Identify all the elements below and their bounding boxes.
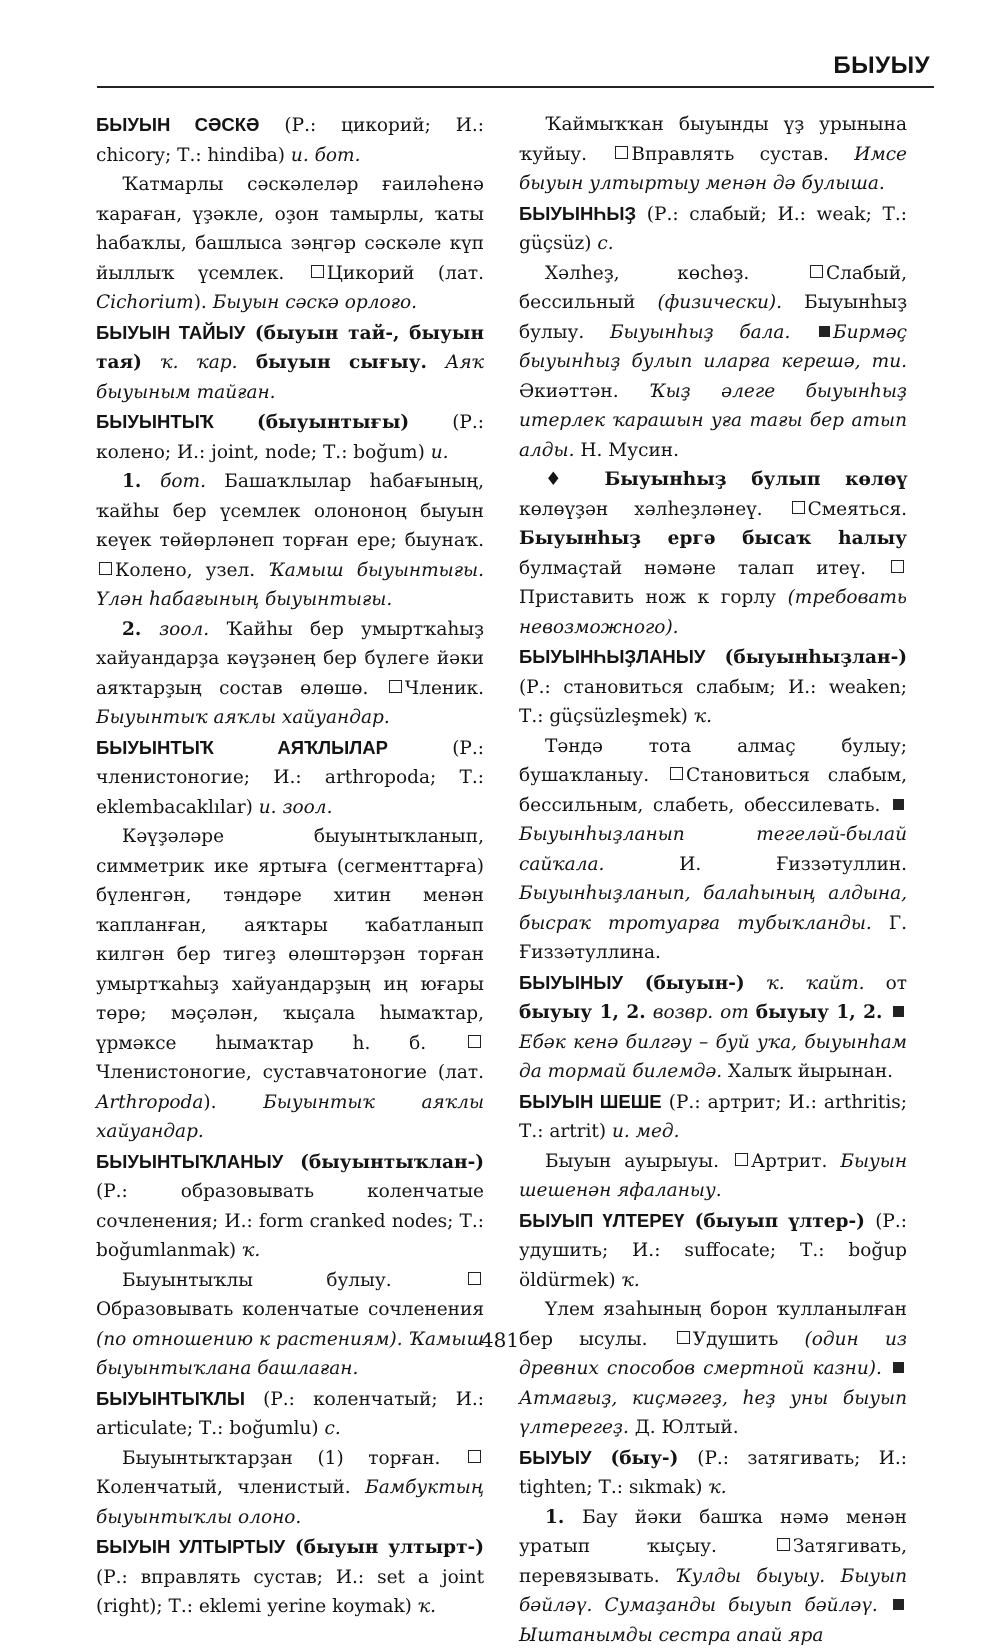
definition-paragraph — [519, 1503, 907, 1650]
translation-text: Удушить — [693, 1329, 805, 1350]
idiom-text: Быуынһыҙ ергә бысаҡ һалыу — [519, 528, 907, 549]
definition-text: Үлем язаһының борон ҡулланылған бер ысулы. — [519, 1299, 907, 1350]
quote-source: Әкиәттән. — [519, 381, 649, 402]
definition-paragraph — [96, 467, 484, 615]
entry-forms: (быуын-) — [623, 973, 766, 994]
entry-text: (Р.: цикорий; И.: chicory; Т.: hindiba) — [96, 115, 484, 166]
entry-headword-paragraph — [519, 1087, 907, 1147]
example-text: Быуынтыҡ аяҡлы хайуандар. — [96, 1092, 484, 1143]
definition-text: Башаҡлылар һабағының, ҡайһы бер үсемлек олононоң быуын кеүек төйөрләнеп торған ере; быунаҡ. — [96, 471, 484, 551]
entry-forms: (быуынтыҡлан-) — [283, 1152, 484, 1173]
grammar-label: зоол. — [159, 619, 209, 640]
headword: БЫУЫН УЛТЫРТЫУ — [96, 1536, 285, 1557]
entry-text: (Р.: артрит; И.: arthritis; Т.: artrit) — [519, 1092, 907, 1143]
grammar-label: и. бот. — [291, 145, 361, 166]
latin-name: Arthropoda — [96, 1092, 203, 1113]
example-text: Быуынһыҙ бала. — [610, 322, 816, 343]
filled-square-marker-icon — [893, 1599, 904, 1610]
example-plain: Быуынһыҙ булыу. — [519, 292, 907, 343]
translation-text: Членик. — [405, 678, 484, 699]
grammar-label: ҡ. — [708, 1477, 726, 1498]
grammar-label: ҡ. — [242, 1240, 260, 1261]
entry-text: (Р.: образовывать коленчатые сочленения; И.: form cranked nodes; Т.: boğumlanmak) — [96, 1181, 484, 1261]
translation-text: Вправлять сустав. — [631, 144, 854, 165]
quote-text: Ҡыҙ әлеге быуынһыҙ итерлек ҡарашын уға тағы бер атып алды. — [519, 381, 907, 461]
example-text: Быуынтыҡ аяҡлы хайуандар. — [96, 707, 390, 728]
example-text: Быуын шешенән яфаланыу. — [519, 1151, 907, 1202]
filled-square-marker-icon — [893, 799, 904, 810]
diamond-icon: ♦ — [545, 469, 604, 490]
grammar-label: и. зоол. — [259, 797, 333, 818]
entry-text: (Р.: слабый; И.: weak; Т.: güçsüz) — [519, 204, 907, 255]
entry-text: от — [865, 973, 908, 994]
example-text: (по отношению к растениям). Ҡамыш быуынтыҡлана башлаған. — [96, 1329, 484, 1380]
definition-text: Тәндә тота алмаҫ булыу; бушаҡланыу. — [519, 736, 907, 787]
translation-text: Смеяться. — [808, 499, 907, 520]
example-text: Бамбуктың быуынтыҡлы олоно. — [96, 1477, 484, 1528]
usage-note: (физически). — [658, 292, 783, 313]
entry-headword-paragraph — [96, 1147, 484, 1266]
headword: БЫУЫНҺЫҘЛАНЫУ — [519, 646, 705, 667]
definition-text: Ҡаймыҡҡан быуынды үҙ урынына ҡуйыу. — [519, 114, 907, 165]
quote-text: Ыштанымды сестра апай яра — [519, 1625, 823, 1646]
entry-headword-paragraph — [96, 1532, 484, 1622]
entry-headword-paragraph — [519, 199, 907, 259]
example-text: Аяҡ быуыным тайған. — [96, 352, 484, 403]
entry-text: (Р.: колено; И.: joint, node; Т.: boğum) — [96, 412, 484, 463]
sense-number: 1. — [545, 1507, 582, 1528]
idiom-paragraph — [519, 465, 907, 642]
usage-note: (требовать невозможного). — [519, 587, 907, 638]
square-marker-icon — [670, 767, 683, 780]
grammar-label: бот. — [160, 471, 206, 492]
definition-text: Быуынтыҡтарҙан (1) торған. — [122, 1448, 465, 1469]
quote-text: Быуынһыҙланып, балаһының алдына, бысраҡ тротуарға тубыҡланды. — [519, 883, 907, 934]
definition-text: булмаҫтай нәмәне талап итеү. — [519, 558, 888, 579]
grammar-label: и. — [431, 442, 449, 463]
definition-text: Ҡайһы бер умыртҡаһыҙ хайуандарҙа кәүҙәнең бер бүлеге йәки аяҡтарҙың состав өлөшө. — [96, 619, 484, 699]
entry-text: (Р.: коленчатый; И.: articulate; Т.: boğumlu) — [96, 1389, 484, 1440]
entry-text: (Р.: становиться слабым; И.: weaken; Т.: güçsüzleşmek) — [519, 677, 907, 728]
quote-text: Быуынһыҙланып тегеләй-былай сайҡала. — [519, 824, 907, 875]
grammar-label: ҡ. ҡар. — [160, 352, 237, 373]
definition-paragraph — [519, 259, 907, 466]
entry-headword-paragraph — [96, 407, 484, 467]
grammar-label: и. мед. — [612, 1121, 680, 1142]
definition-text: Быуын ауырыуы. — [545, 1151, 732, 1172]
definition-text: Бау йәки башҡа нәмә менән уратып ҡыҫыу. — [519, 1507, 907, 1558]
definition-paragraph — [96, 615, 484, 733]
translation-text: Колено, узел. — [115, 560, 268, 581]
quote-source: Д. Юлтый. — [629, 1417, 739, 1438]
filled-square-marker-icon — [893, 1362, 904, 1373]
cross-reference: быуын сығыу. — [237, 352, 445, 373]
definition-text: көлөүҙән хәлһеҙләнеү. — [519, 499, 789, 520]
quote-source: Халыҡ йырынан. — [722, 1061, 893, 1082]
entry-headword-paragraph — [519, 1206, 907, 1296]
square-marker-icon — [389, 680, 402, 693]
running-head: БЫУЫУ — [833, 52, 930, 80]
quote-text: Ебәк кенә билгәу – буй уҡа, быуынһам да тормай билемдә. — [519, 1032, 907, 1083]
quote-source: И. Ғиззәтуллин. — [604, 854, 907, 875]
entry-forms: (быуын ултырт-) — [285, 1537, 484, 1558]
square-marker-icon — [735, 1153, 748, 1166]
headword: БЫУЫНЫУ — [519, 972, 623, 993]
square-marker-icon — [99, 562, 112, 575]
example-text: Быуын сәскә орлоғо. — [213, 292, 417, 313]
idiom-text: Быуынһыҙ булып көлөү — [604, 469, 907, 490]
left-column — [96, 110, 484, 1315]
entry-forms: (быуынтығы) — [214, 412, 452, 433]
headword: БЫУЫН ШЕШЕ — [519, 1091, 662, 1112]
quote-source: Г. Ғиззәтуллина. — [519, 913, 907, 964]
definition-paragraph — [519, 1295, 907, 1443]
square-marker-icon — [468, 1450, 481, 1463]
grammar-label: с. — [597, 233, 613, 254]
definition-paragraph — [96, 170, 484, 318]
definition-text: Кәүҙәләре быуынтыҡланып, симметрик ике яртыға (сегменттарға) бүленгән, тәндәре хитин менән ҡапланған, аяҡтары ҡабатланып килгән бер тигеҙ өлөштәрҙән торған умыртҡаһыҙ хайуандарҙың иң юғары төрө; мәҫәлән, ҡыҫала һымаҡтар, үрмәксе һымаҡтар һ. б. — [96, 826, 484, 1054]
cross-reference: быуыу 1, 2. — [756, 1002, 890, 1023]
entry-headword-paragraph — [96, 318, 484, 408]
grammar-label: ҡ. ҡайт. — [766, 973, 864, 994]
definition-paragraph — [519, 732, 907, 968]
definition-paragraph — [96, 1444, 484, 1533]
definition-text: Ҡатмарлы сәскәлеләр ғаиләһенә ҡараған, үҙәкле, оҙон тамырлы, ҡаты һабаҡлы, башлыса зәңгәр сәскәле күп йыллыҡ үсемлек. — [96, 174, 484, 284]
example-text: Имсе быуын ултыртыу менән дә булыша. — [519, 144, 907, 195]
grammar-label: ҡ. — [694, 706, 712, 727]
entry-text: (Р.: удушить; И.: suffocate; Т.: boğup öldürmek) — [519, 1211, 907, 1291]
quote-source: Н. Мусин. — [574, 440, 679, 461]
entry-forms: (быу-) — [592, 1448, 698, 1469]
entry-text: (Р.: членистоногие; И.: arthropoda; Т.: eklembacaklılar) — [96, 738, 484, 818]
header-rule — [97, 86, 934, 88]
usage-note: (один из древних способов смертной казни). — [519, 1329, 907, 1380]
sense-number: 2. — [122, 619, 159, 640]
punct: ). — [194, 292, 213, 313]
headword: БЫУЫНТЫҠ АЯҠЛЫЛАР — [96, 737, 388, 758]
grammar-label: ҡ. — [418, 1596, 436, 1617]
headword: БЫУЫН ТАЙЫУ — [96, 322, 245, 343]
square-marker-icon — [615, 146, 628, 159]
translation-text: Цикорий (лат. — [327, 263, 484, 284]
grammar-label: с. — [325, 1418, 341, 1439]
headword: БЫУЫУ — [519, 1447, 592, 1468]
entry-text: (Р.: затягивать; И.: tighten; Т.: sıkmak) — [519, 1448, 907, 1499]
quote-text: Атмағыҙ, киҫмәгеҙ, һеҙ уны быуып үлтерегеҙ. — [519, 1388, 907, 1439]
square-marker-icon — [311, 265, 324, 278]
translation-text: Артрит. — [751, 1151, 840, 1172]
translation-text: Становиться слабым, бессильным, слабеть, обессилевать. — [519, 765, 907, 816]
entry-headword-paragraph — [96, 1384, 484, 1444]
definition-text: Быуынтыҡлы булыу. — [122, 1270, 465, 1291]
translation-text: Слабый, бессильный — [519, 263, 907, 314]
translation-text: Приставить нож к горлу — [519, 587, 788, 608]
headword: БЫУЫН СӘСКӘ — [96, 114, 259, 135]
definition-paragraph — [96, 822, 484, 1147]
headword: БЫУЫНТЫҠ — [96, 411, 214, 432]
latin-name: Cichorium — [96, 292, 194, 313]
definition-paragraph — [96, 1266, 484, 1384]
definition-text: Хәлһеҙ, көсһөҙ. — [545, 263, 807, 284]
square-marker-icon — [891, 560, 904, 573]
headword: БЫУЫНТЫҠЛЫ — [96, 1388, 245, 1409]
cross-reference: быуыу 1, 2. — [519, 1002, 646, 1023]
entry-forms: (быуынһыҙлан-) — [705, 647, 907, 668]
page-number: 481 — [0, 1328, 1000, 1352]
entry-forms: (быуып үлтер-) — [684, 1211, 875, 1232]
headword: БЫУЫНҺЫҘ — [519, 203, 636, 224]
square-marker-icon — [792, 501, 805, 514]
grammar-label: возвр. от — [646, 1002, 756, 1023]
example-text: Ҡулды быуыу. Быуып бәйләү. Сумаҙанды быуып бәйләү. — [519, 1566, 907, 1617]
translation-text: Образовывать коленчатые сочленения — [96, 1299, 484, 1320]
square-marker-icon — [777, 1538, 790, 1551]
square-marker-icon — [810, 265, 823, 278]
entry-headword-paragraph — [519, 1443, 907, 1503]
sense-number: 1. — [122, 471, 160, 492]
definition-paragraph — [519, 1147, 907, 1206]
definition-paragraph — [519, 110, 907, 199]
translation-text: Членистоногие, суставчатоногие (лат. — [96, 1062, 484, 1083]
entry-text: (Р.: вправлять сустав; И.: set a joint (right); Т.: eklemi yerine koymak) — [96, 1567, 484, 1618]
entry-headword-paragraph — [519, 642, 907, 732]
example-text: Ҡамыш быуынтығы. Үлән һабағының быуынтығы. — [96, 560, 484, 611]
headword: БЫУЫНТЫҠЛАНЫУ — [96, 1151, 283, 1172]
filled-square-marker-icon — [819, 326, 830, 337]
translation-text: Затягивать, перевязывать. — [519, 1536, 907, 1587]
entry-headword-paragraph — [519, 968, 907, 1087]
punct: ). — [203, 1092, 263, 1113]
square-marker-icon — [468, 1272, 481, 1285]
entry-headword-paragraph — [96, 733, 484, 823]
translation-text: Коленчатый, членистый. — [96, 1477, 365, 1498]
headword: БЫУЫП ҮЛТЕРЕҮ — [519, 1210, 684, 1231]
grammar-label: ҡ. — [621, 1270, 639, 1291]
entry-headword-paragraph — [96, 110, 484, 170]
filled-square-marker-icon — [893, 1006, 904, 1017]
entry-forms: (быуын тай-, быуын тая) — [96, 323, 484, 374]
square-marker-icon — [468, 1035, 481, 1048]
right-column — [519, 110, 907, 1315]
quote-text: Бирмәҫ быуынһыҙ булып иларға керешә, ти. — [519, 322, 907, 373]
